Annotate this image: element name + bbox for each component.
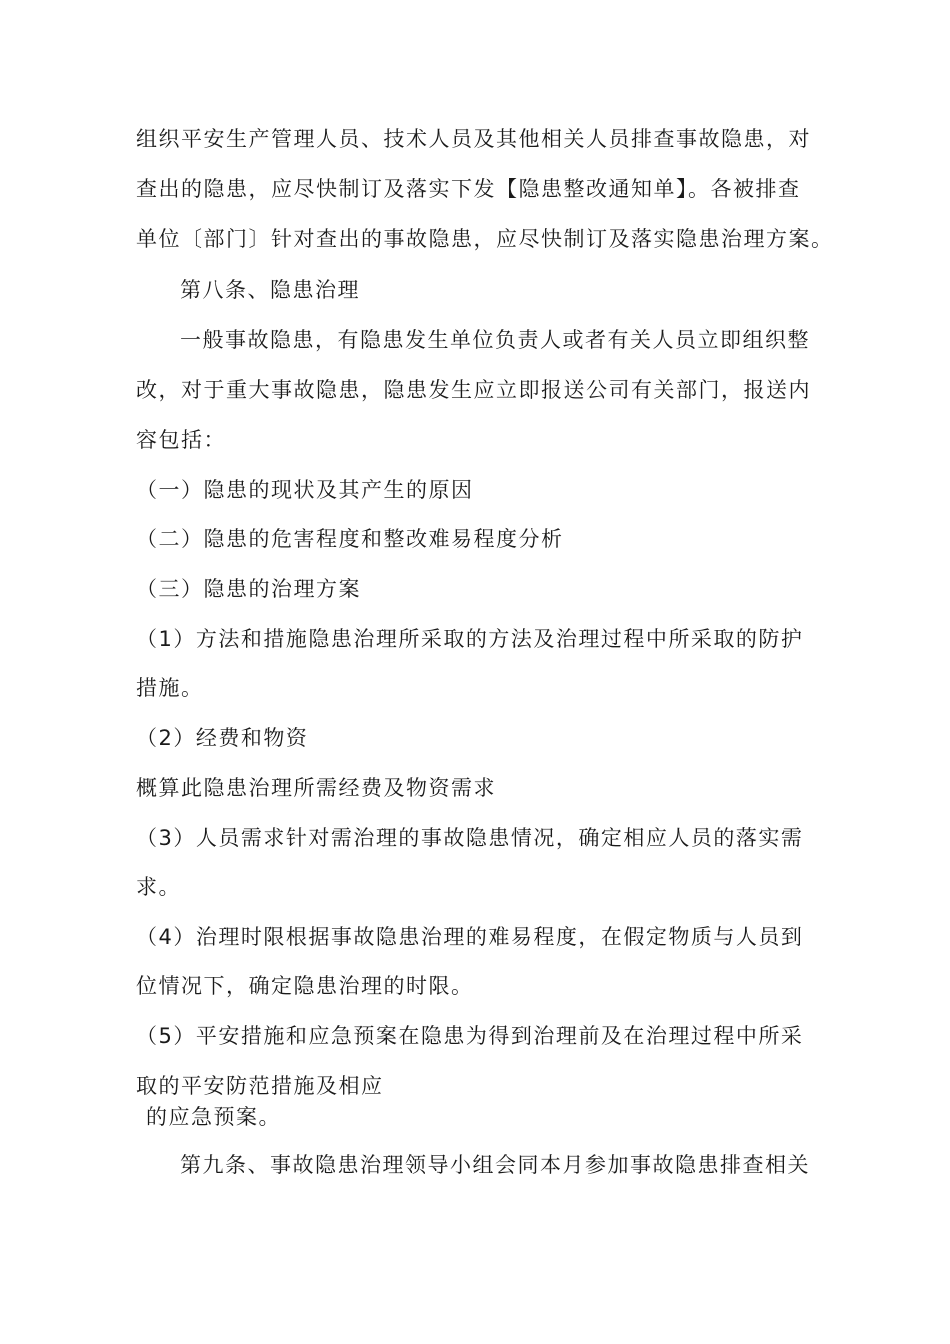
paragraph-line-7: 容包括： <box>136 428 226 452</box>
sub-item-3: （3）人员需求针对需治理的事故隐患情况，确定相应人员的落实需 <box>136 826 804 850</box>
list-item-3: （三）隐患的治理方案 <box>136 577 361 601</box>
sub-item-4-cont: 位情况下，确定隐患治理的时限。 <box>136 974 474 998</box>
list-item-1: （一）隐患的现状及其产生的原因 <box>136 478 474 502</box>
sub-item-1-cont: 措施。 <box>136 676 204 700</box>
paragraph-line-2: 查出的隐患，应尽快制订及落实下发【隐患整改通知单】。各被排查 <box>136 177 801 201</box>
sub-item-1: （1）方法和措施隐患治理所采取的方法及治理过程中所采取的防护 <box>136 627 804 651</box>
sub-item-5: （5）平安措施和应急预案在隐患为得到治理前及在治理过程中所采 <box>136 1024 804 1048</box>
paragraph-line-3: 单位〔部门〕针对查出的事故隐患，应尽快制订及落实隐患治理方案。 <box>136 227 834 251</box>
section-heading-article-9: 第九条、事故隐患治理领导小组会同本月参加事故隐患排查相关 <box>180 1153 810 1177</box>
sub-item-5-cont: 取的平安防范措施及相应 <box>136 1074 384 1098</box>
sub-item-3-cont: 求。 <box>136 875 181 899</box>
list-item-2: （二）隐患的危害程度和整改难易程度分析 <box>136 527 564 551</box>
paragraph-line-1: 组织平安生产管理人员、技术人员及其他相关人员排查事故隐患，对 <box>136 127 811 151</box>
paragraph-line-6: 改，对于重大事故隐患，隐患发生应立即报送公司有关部门，报送内 <box>136 378 811 402</box>
sub-item-2-detail: 概算此隐患治理所需经费及物资需求 <box>136 776 496 800</box>
section-heading-article-8: 第八条、隐患治理 <box>180 278 360 302</box>
sub-item-4: （4）治理时限根据事故隐患治理的难易程度，在假定物质与人员到 <box>136 925 804 949</box>
sub-item-2: （2）经费和物资 <box>136 726 309 750</box>
sub-item-5-cont-2: 的应急预案。 <box>146 1105 281 1129</box>
paragraph-line-5: 一般事故隐患，有隐患发生单位负责人或者有关人员立即组织整 <box>180 328 810 352</box>
